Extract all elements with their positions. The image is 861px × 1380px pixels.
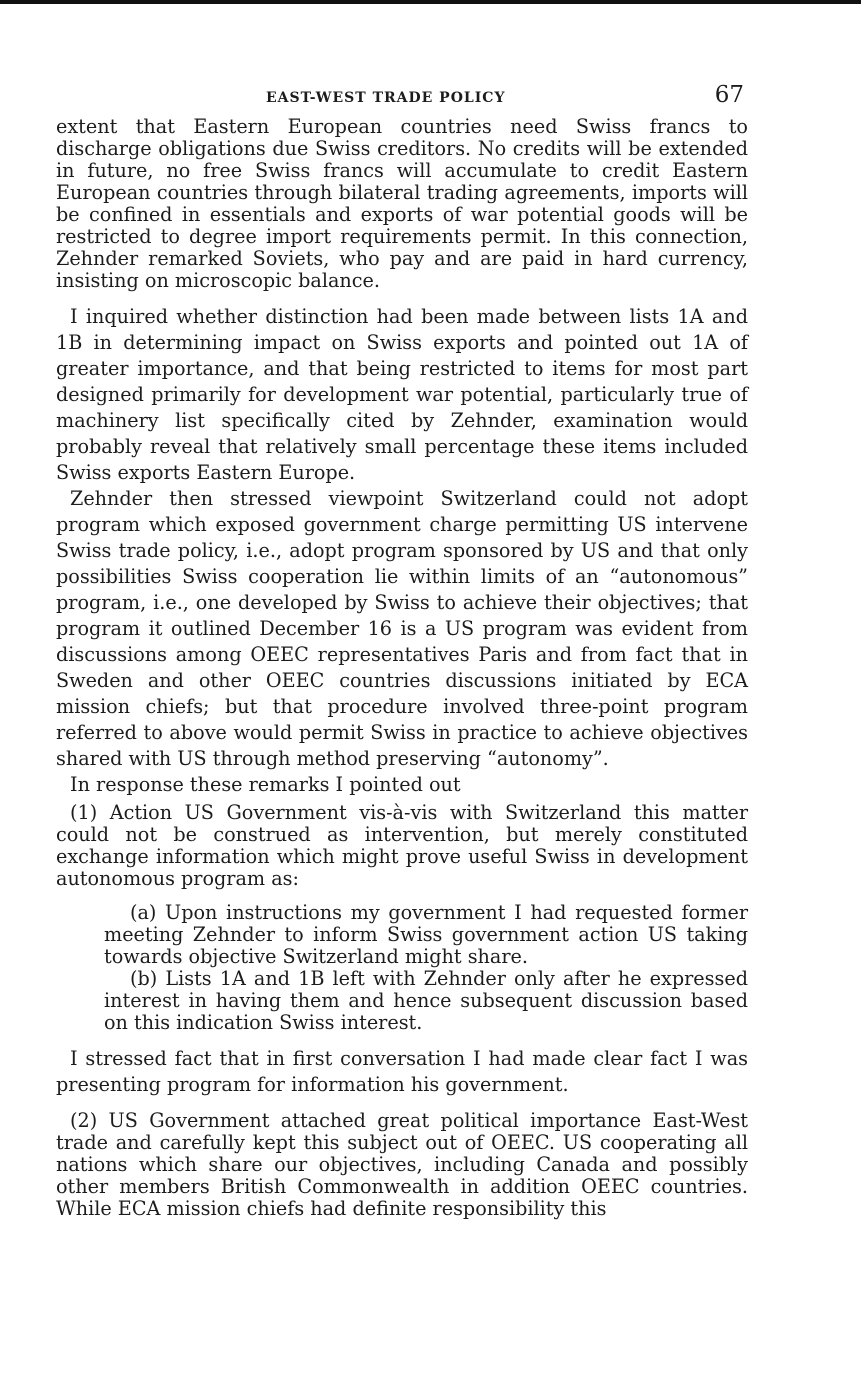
paragraph-point-1: (1) Action US Government vis-à-vis with Switzerland this matter could not be construed as intervention, but merely constituted exchange information which might prove useful Swiss in development autonomous program as: bbox=[56, 801, 748, 890]
paragraph-point-2: (2) US Government attached great political importance East-West trade and carefully kept this subject out of OEEC. US cooperating all nations which share our objectives, including Canada and possibly other members British Commonwealth in addition OEEC countries. While ECA mission chiefs had definite responsibility this bbox=[56, 1109, 748, 1220]
page-number: 67 bbox=[714, 82, 744, 108]
document-page bbox=[56, 82, 748, 1220]
subparagraph-a: (a) Upon instructions my government I had requested former meeting Zehnder to inform Swiss government action US taking towards objective Switzerland might share. bbox=[104, 901, 748, 968]
body-text bbox=[56, 116, 748, 1220]
paragraph-continuation: extent that Eastern European countries need Swiss francs to discharge obligations due Swiss creditors. No credits will be extended in future, no free Swiss francs will accumulate to credit Eastern European countries through bilateral trading agreements, imports will be confined in essentials and exports of war potential goods will be restricted to degree import requirements permit. In this connection, Zehnder remarked Soviets, who pay and are paid in hard currency, insisting on microscopic balance. bbox=[56, 115, 748, 292]
paragraph-inquiry: I inquired whether distinction had been made between lists 1A and 1B in determining impact on Swiss exports and pointed out 1A of greater importance, and that being restricted to items for most part designed primarily for development war potential, particularly true of machinery list specifically cited by Zehnder, examination would probably reveal that relatively small percentage these items included Swiss exports Eastern Europe. bbox=[56, 305, 748, 484]
running-title: EAST-WEST TRADE POLICY bbox=[266, 90, 506, 106]
paragraph-response-intro: In response these remarks I pointed out bbox=[70, 773, 461, 796]
running-head bbox=[56, 82, 748, 116]
top-edge-rule bbox=[0, 0, 861, 4]
subparagraph-b: (b) Lists 1A and 1B left with Zehnder only after he expressed interest in having them and hence subsequent discussion based on this indication Swiss interest. bbox=[104, 967, 748, 1034]
paragraph-stressed-fact: I stressed fact that in first conversation I had made clear fact I was presenting program for information his government. bbox=[56, 1047, 748, 1096]
paragraph-zehnder-viewpoint: Zehnder then stressed viewpoint Switzerland could not adopt program which exposed government charge permitting US intervene Swiss trade policy, i.e., adopt program sponsored by US and that only possibilities Swiss cooperation lie within limits of an “autonomous” program, i.e., one developed by Swiss to achieve their objectives; that program it outlined December 16 is a US program was evident from discussions among OEEC representatives Paris and from fact that in Sweden and other OEEC countries discussions initiated by ECA mission chiefs; but that procedure involved three-point program referred to above would permit Swiss in practice to achieve objectives shared with US through method preserving “autonomy”. bbox=[56, 487, 748, 770]
